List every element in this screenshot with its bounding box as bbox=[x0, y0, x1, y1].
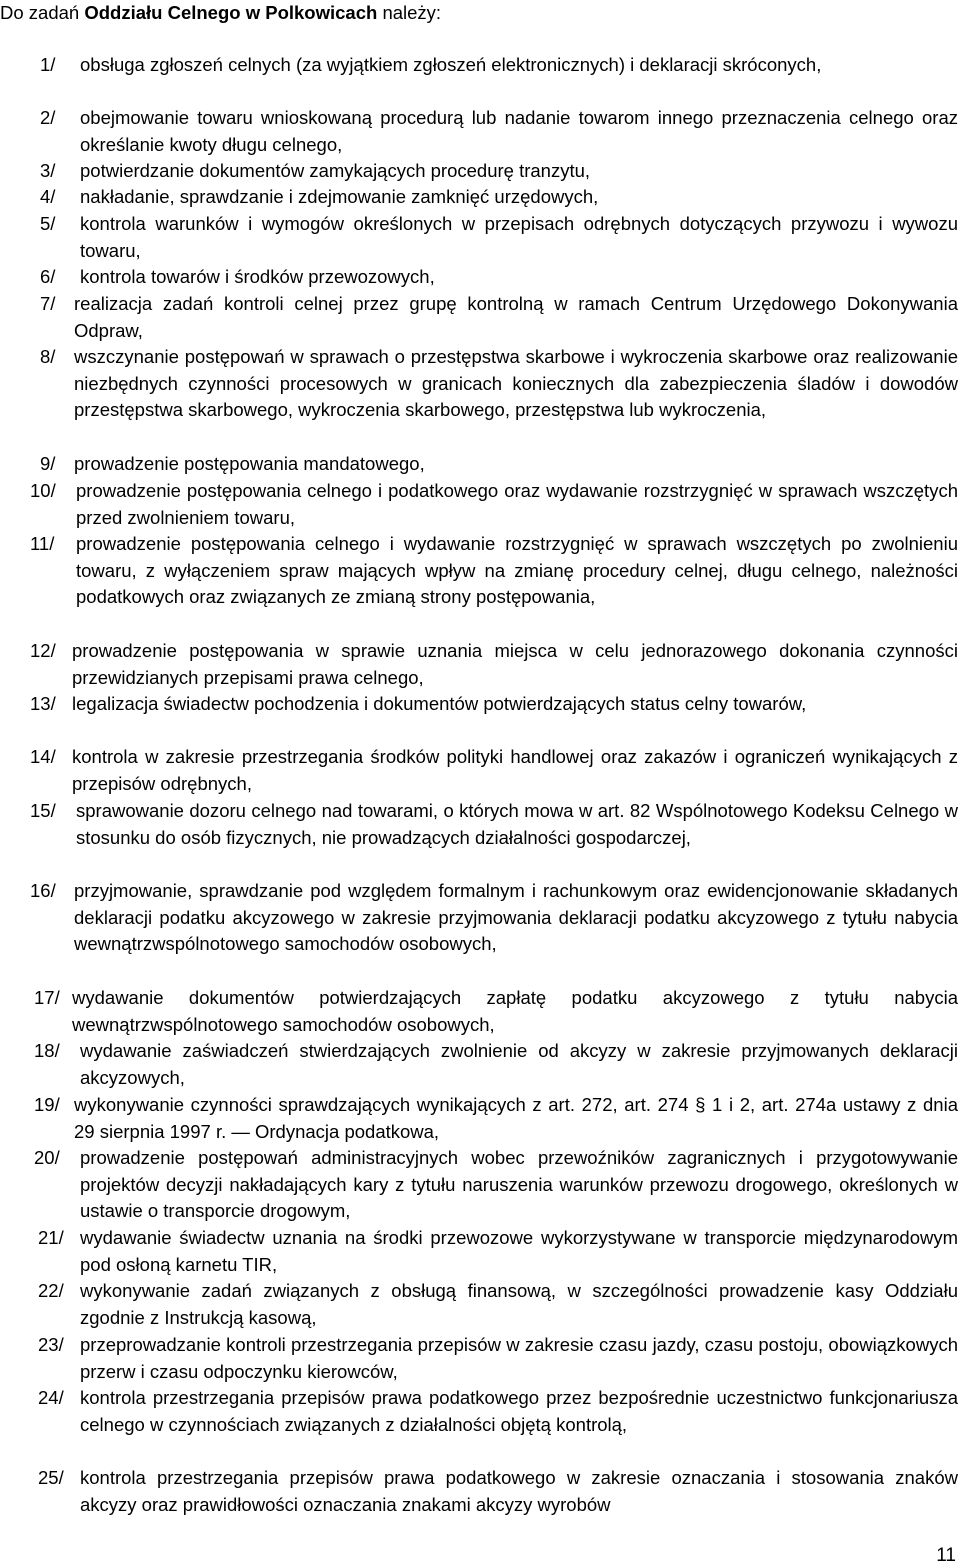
heading-bold-office-name: Oddziału Celnego w Polkowicach bbox=[84, 2, 378, 23]
list-item-text: przeprowadzanie kontroli przestrzegania przepisów w zakresie czasu jazdy, czasu postoju, obowiązkowych przerw i czasu odpoczynku kierowców, bbox=[80, 1334, 958, 1382]
list-item-number: 25/ bbox=[38, 1467, 64, 1488]
list-item-number: 24/ bbox=[38, 1387, 64, 1408]
page-number: 11 bbox=[936, 1545, 956, 1566]
list-item-number: 21/ bbox=[38, 1227, 64, 1248]
list-item-number: 10/ bbox=[30, 480, 56, 501]
list-item-text: sprawowanie dozoru celnego nad towarami, o których mowa w art. 82 Wspólnotowego Kodeksu Celnego w stosunku do osób fizycznych, nie prowadzących działalności gospodarczej, bbox=[76, 800, 958, 848]
list-item-number: 23/ bbox=[38, 1334, 64, 1355]
list-item-number: 15/ bbox=[30, 800, 56, 821]
list-item-number: 12/ bbox=[30, 640, 56, 661]
list-item-number: 1/ bbox=[40, 54, 56, 75]
list-item-text: nakładanie, sprawdzanie i zdejmowanie zamknięć urzędowych, bbox=[80, 186, 599, 207]
list-item-number: 20/ bbox=[34, 1147, 60, 1168]
list-item-number: 8/ bbox=[40, 346, 56, 367]
list-item-number: 9/ bbox=[40, 453, 56, 474]
heading-prefix: Do zadań bbox=[0, 2, 85, 23]
list-item-text: legalizacja świadectw pochodzenia i dokumentów potwierdzających status celny towarów, bbox=[72, 693, 807, 714]
list-item-number: 4/ bbox=[40, 186, 56, 207]
list-item-text: prowadzenie postępowania celnego i wydawanie rozstrzygnięć w sprawach wszczętych po zwolnieniu towaru, z wyłączeniem spraw mających wpływ na zmianę procedury celnej, długu celnego, należności podatkowych oraz związanych ze zmianą strony postępowania, bbox=[76, 533, 958, 608]
list-item-text: obejmowanie towaru wnioskowaną procedurą lub nadanie towarom innego przeznaczenia celnego oraz określanie kwoty długu celnego, bbox=[80, 107, 958, 155]
list-item-number: 13/ bbox=[30, 693, 56, 714]
list-item-text: obsługa zgłoszeń celnych (za wyjątkiem zgłoszeń elektronicznych) i deklaracji skróconych, bbox=[80, 54, 822, 75]
list-item-text: przyjmowanie, sprawdzanie pod względem formalnym i rachunkowym oraz ewidencjonowanie składanych deklaracji podatku akcyzowego w zakresie przyjmowania deklaracji podatku akcyzowego z tytułu nabycia wewnątrzwspólnotowego samochodów osobowych, bbox=[74, 880, 958, 955]
list-item-number: 14/ bbox=[30, 746, 56, 767]
list-item-number: 18/ bbox=[34, 1040, 60, 1061]
list-item-number: 5/ bbox=[40, 213, 56, 234]
list-item-text: kontrola towarów i środków przewozowych, bbox=[80, 266, 435, 287]
list-item-number: 22/ bbox=[38, 1280, 64, 1301]
list-item-number: 6/ bbox=[40, 266, 56, 287]
list-item-text: wszczynanie postępowań w sprawach o przestępstwa skarbowe i wykroczenia skarbowe oraz realizowanie niezbędnych czynności procesowych w granicach koniecznych dla zabezpieczenia śladów i dowodów przestępstwa skarbowego, wykroczenia skarbowego, przestępstwa lub wykroczenia, bbox=[74, 346, 958, 421]
list-item-number: 3/ bbox=[40, 160, 56, 181]
list-item-text: prowadzenie postępowań administracyjnych wobec przewoźników zagranicznych i przygotowywanie projektów decyzji nakładających kary z tytułu naruszenia warunków przewozu drogowego, określonych w ustawie o transporcie drogowym, bbox=[80, 1147, 958, 1222]
list-item-text: wydawanie dokumentów potwierdzających zapłatę podatku akcyzowego z tytułu nabycia wewnątrzwspólnotowego samochodów osobowych, bbox=[72, 987, 958, 1035]
list-item-text: kontrola warunków i wymogów określonych w przepisach odrębnych dotyczących przywozu i wywozu towaru, bbox=[80, 213, 958, 261]
list-item-text: kontrola przestrzegania przepisów prawa podatkowego w zakresie oznaczania i stosowania znaków akcyzy oraz prawidłowości oznaczania znakami akcyzy wyrobów bbox=[80, 1467, 958, 1515]
list-item-text: wykonywanie zadań związanych z obsługą finansową, w szczególności prowadzenie kasy Oddziału zgodnie z Instrukcją kasową, bbox=[80, 1280, 958, 1328]
list-item-number: 19/ bbox=[34, 1094, 60, 1115]
list-item-text: wydawanie zaświadczeń stwierdzających zwolnienie od akcyzy w zakresie przyjmowanych deklaracji akcyzowych, bbox=[80, 1040, 958, 1088]
list-item-number: 2/ bbox=[40, 107, 56, 128]
list-item-text: wydawanie świadectw uznania na środki przewozowe wykorzystywane w transporcie międzynarodowym pod osłoną karnetu TIR, bbox=[80, 1227, 958, 1275]
list-item-number: 17/ bbox=[34, 987, 60, 1008]
list-item-text: prowadzenie postępowania celnego i podatkowego oraz wydawanie rozstrzygnięć w sprawach wszczętych przed zwolnieniem towaru, bbox=[76, 480, 958, 528]
heading-suffix: należy: bbox=[377, 2, 442, 23]
list-item-number: 7/ bbox=[40, 293, 56, 314]
list-item-number: 11/ bbox=[30, 533, 55, 554]
list-item-text: prowadzenie postępowania w sprawie uznania miejsca w celu jednorazowego dokonania czynności przewidzianych przepisami prawa celnego, bbox=[72, 640, 958, 688]
list-item-text: kontrola przestrzegania przepisów prawa podatkowego przez bezpośrednie uczestnictwo funkcjonariusza celnego w czynnościach związanych z działalności objętą kontrolą, bbox=[80, 1387, 958, 1435]
list-item-text: kontrola w zakresie przestrzegania środków polityki handlowej oraz zakazów i ograniczeń wynikających z przepisów odrębnych, bbox=[72, 746, 958, 794]
list-item-text: wykonywanie czynności sprawdzających wynikających z art. 272, art. 274 § 1 i 2, art. 274a ustawy z dnia 29 sierpnia 1997 r. — Ordynacja podatkowa, bbox=[74, 1094, 958, 1142]
list-item-number: 16/ bbox=[30, 880, 56, 901]
list-item-text: potwierdzanie dokumentów zamykających procedurę tranzytu, bbox=[80, 160, 591, 181]
page-heading bbox=[0, 0, 441, 26]
list-item-text: realizacja zadań kontroli celnej przez grupę kontrolną w ramach Centrum Urzędowego Dokonywania Odpraw, bbox=[74, 293, 958, 341]
list-item-text: prowadzenie postępowania mandatowego, bbox=[74, 453, 425, 474]
